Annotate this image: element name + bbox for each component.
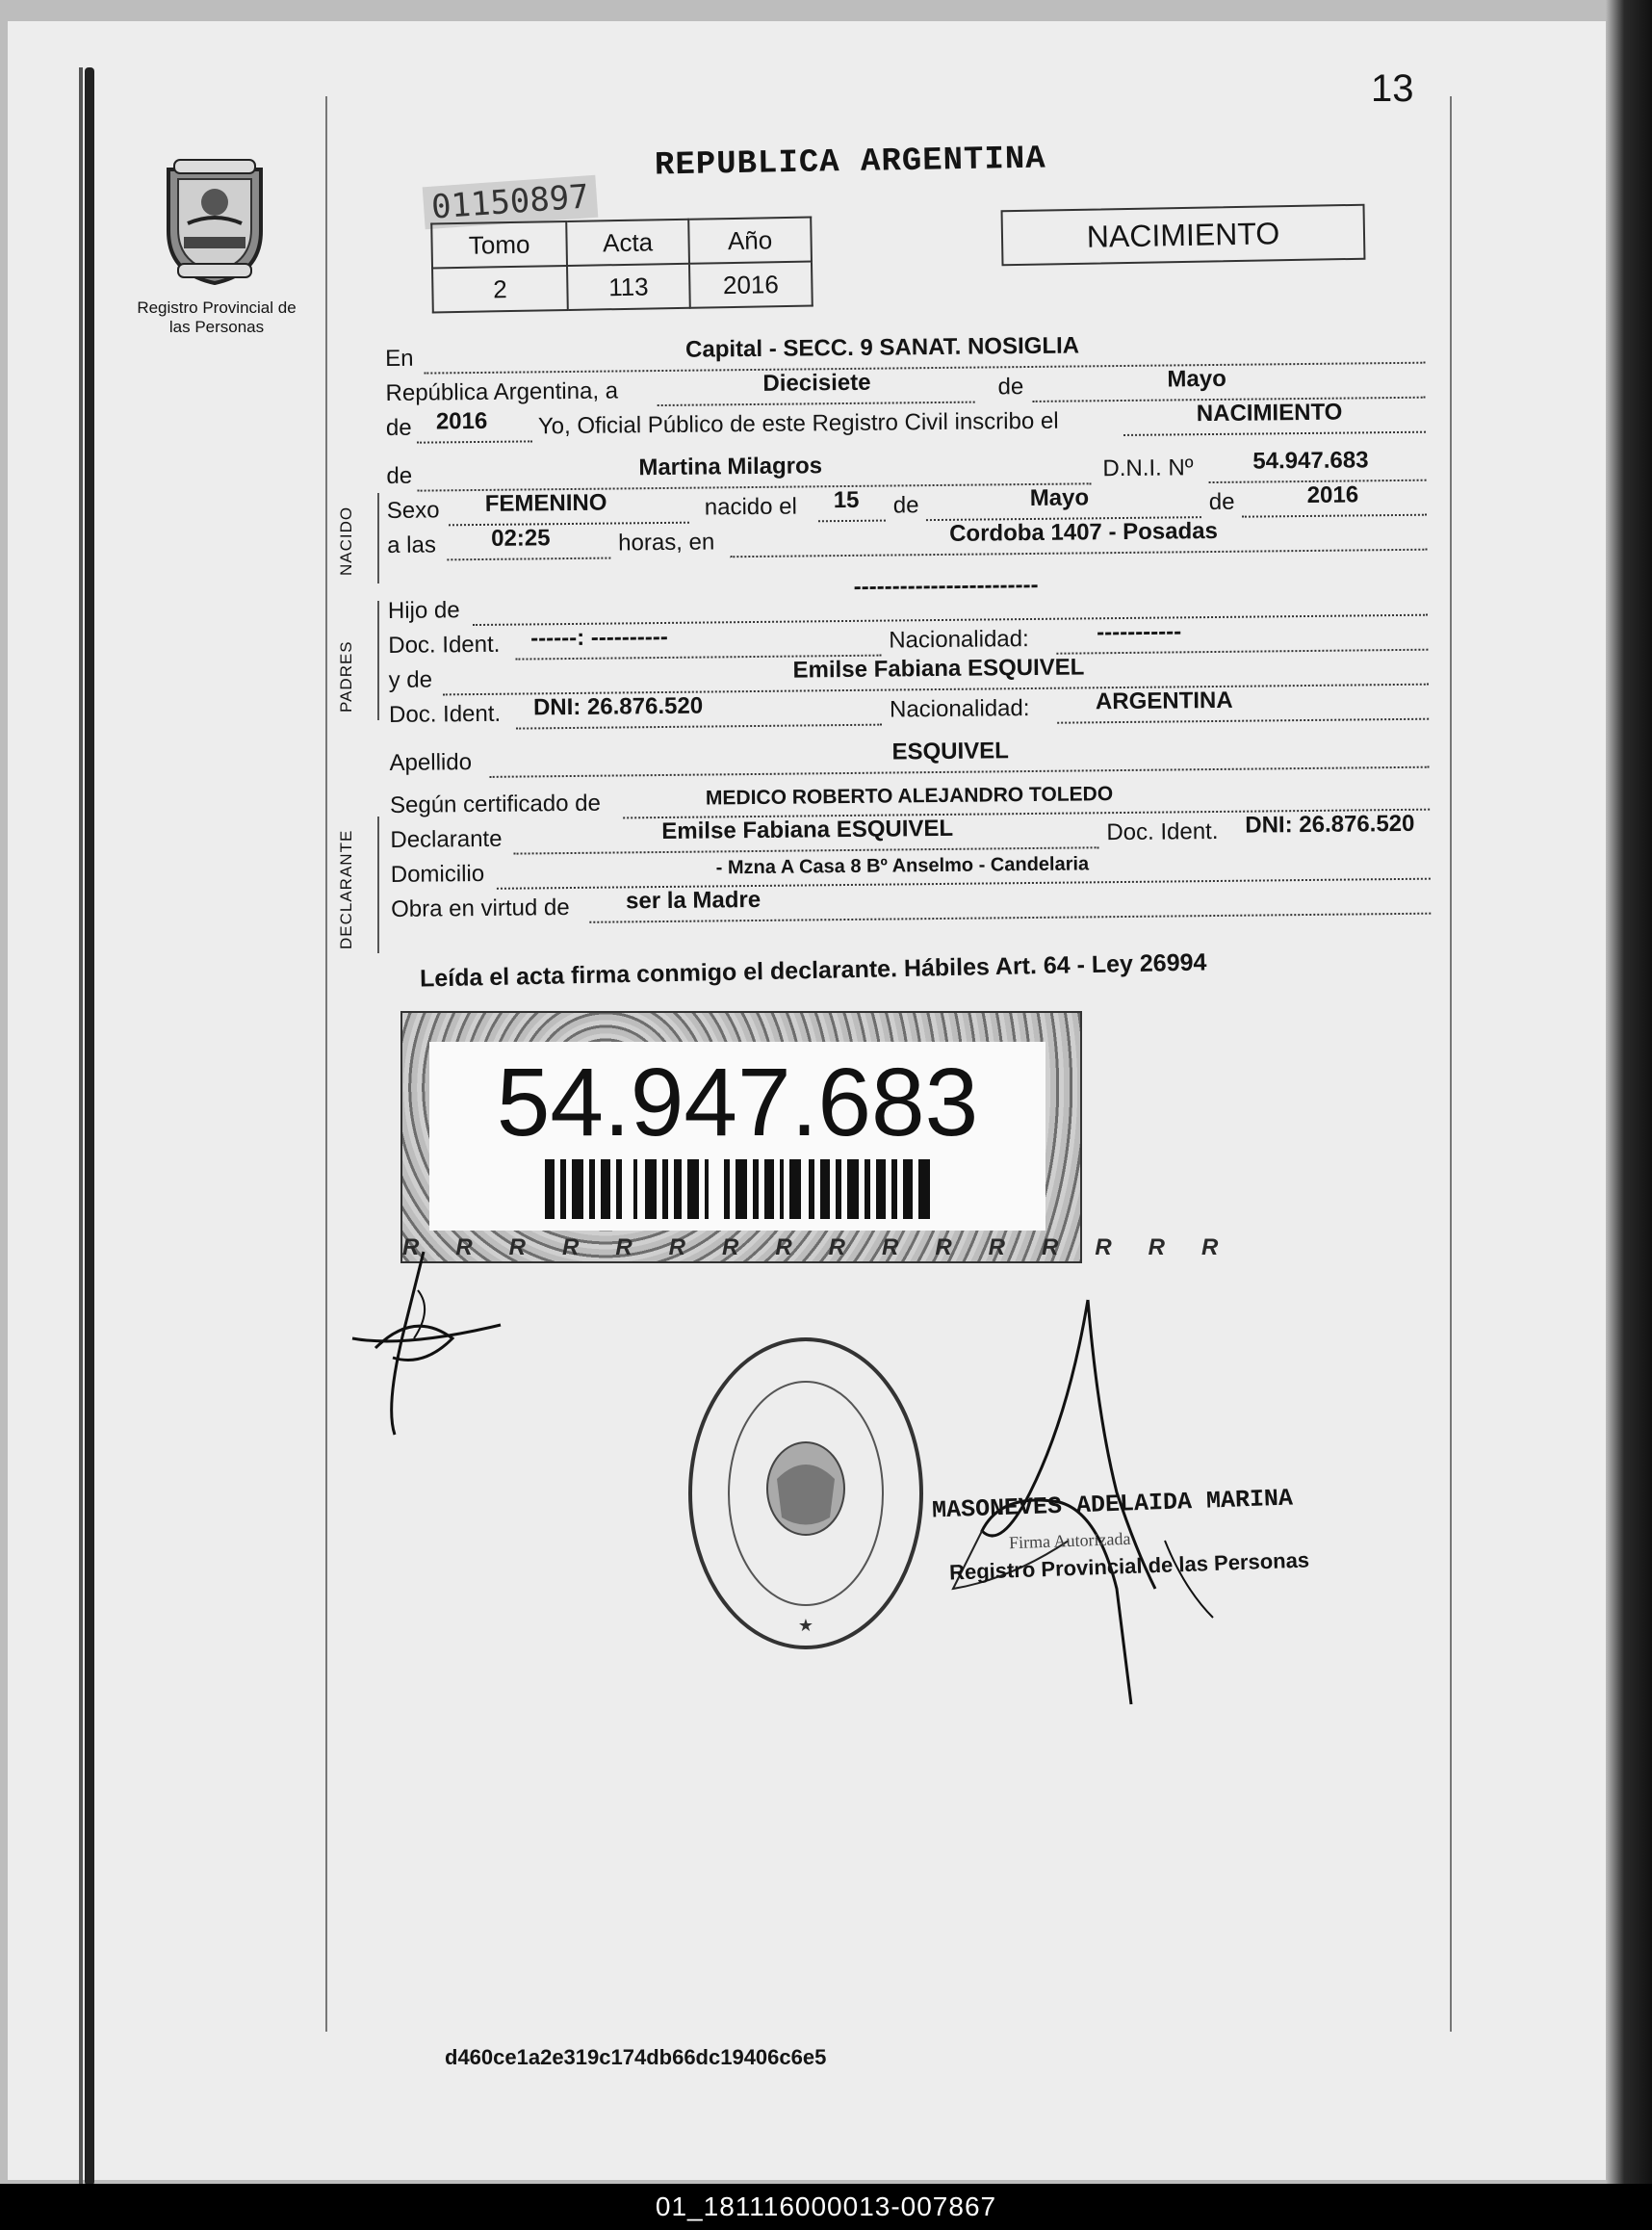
section-label-nacido: NACIDO <box>337 506 355 576</box>
footer-bar <box>0 2184 1652 2230</box>
table-header: Tomo <box>431 221 567 268</box>
label-inscribo: Yo, Oficial Público de este Registro Civil inscribo el <box>537 407 1059 440</box>
page-number: 13 <box>1371 67 1414 110</box>
label-apellido: Apellido <box>389 749 473 776</box>
official-name: MASONEVES ADELAIDA MARINA <box>931 1484 1294 1525</box>
official-registry: Registro Provincial de las Personas <box>948 1547 1310 1585</box>
closing-statement: Leída el acta firma conmigo el declarante. Hábiles Art. 64 - Ley 26994 <box>419 948 1207 993</box>
value-father-doc: ------: ---------- <box>530 623 668 652</box>
label-horas: horas, en <box>618 529 715 557</box>
dni-badge-number: 54.947.683 <box>496 1049 979 1156</box>
official-firma: Firma Autorizada <box>1008 1528 1131 1553</box>
label-doc-ident: Doc. Ident. <box>1106 817 1219 846</box>
value-birth-year: 2016 <box>1306 481 1359 508</box>
tomo-acta-table <box>430 217 813 314</box>
label-a-las: a las <box>387 532 437 558</box>
value-birth-day: 15 <box>833 486 860 514</box>
label-nacido-el: nacido el <box>704 493 798 521</box>
label-de: de <box>385 414 412 441</box>
svg-text:★: ★ <box>797 1616 814 1635</box>
barcode-icon <box>545 1159 930 1219</box>
seal-stamp-icon <box>685 1335 926 1652</box>
value-obra: ser la Madre <box>625 886 761 915</box>
value-father-nationality: ----------- <box>1097 618 1182 646</box>
value-certificado: MEDICO ROBERTO ALEJANDRO TOLEDO <box>705 783 1114 810</box>
value-declarante-doc: DNI: 26.876.520 <box>1245 810 1415 839</box>
value-record: NACIMIENTO <box>1196 399 1343 428</box>
value-domicilio: - Mzna A Casa 8 Bº Anselmo - Candelaria <box>715 853 1090 879</box>
section-label-declarante: DECLARANTE <box>337 829 355 949</box>
value-day: Diecisiete <box>762 369 871 397</box>
value-sexo: FEMENINO <box>484 489 607 517</box>
label-dni: D.N.I. Nº <box>1102 454 1194 482</box>
label-republica: República Argentina, a <box>385 377 619 406</box>
value-mother-nationality: ARGENTINA <box>1095 687 1233 715</box>
label-sexo: Sexo <box>386 497 440 524</box>
misiones-emblem-icon <box>149 156 280 287</box>
binding-string <box>85 67 94 2186</box>
table-cell: 113 <box>567 264 690 310</box>
value-time: 02:25 <box>491 525 551 552</box>
label-doc-ident: Doc. Ident. <box>388 631 501 659</box>
document-title: REPUBLICA ARGENTINA <box>654 141 1046 185</box>
footer-id: 01_181116000013-007867 <box>655 2191 997 2221</box>
value-birth-place: Cordoba 1407 - Posadas <box>948 517 1219 547</box>
label-de: de <box>892 492 919 519</box>
table-header: Año <box>688 218 812 264</box>
label-hijo: Hijo de <box>387 597 460 624</box>
value-year: 2016 <box>435 407 488 435</box>
value-apellido: ESQUIVEL <box>891 738 1009 765</box>
label-de: de <box>997 374 1024 401</box>
label-certificado: Según certificado de <box>389 790 601 818</box>
value-declarante: Emilse Fabiana ESQUIVEL <box>661 815 954 845</box>
value-mother: Emilse Fabiana ESQUIVEL <box>792 654 1085 684</box>
label-y-de: y de <box>388 666 433 693</box>
section-bracket <box>377 817 379 953</box>
value-dni: 54.947.683 <box>1252 447 1369 475</box>
section-bracket <box>377 601 379 720</box>
value-month: Mayo <box>1167 365 1226 393</box>
value-child-name: Martina Milagros <box>638 453 823 481</box>
label-doc-ident: Doc. Ident. <box>388 700 502 728</box>
dni-badge-panel <box>429 1042 1045 1231</box>
label-nacionalidad: Nacionalidad: <box>889 695 1030 723</box>
label-en: En <box>385 345 414 372</box>
separator-dashes: ------------------------ <box>853 571 1039 600</box>
table-cell: 2016 <box>689 262 813 308</box>
value-mother-doc: DNI: 26.876.520 <box>532 692 704 721</box>
document-hash: d460ce1a2e319c174db66dc19406c6e5 <box>445 2045 827 2069</box>
value-birth-month: Mayo <box>1029 484 1090 511</box>
label-domicilio: Domicilio <box>390 860 485 888</box>
section-label-padres: PADRES <box>337 640 355 713</box>
pattern-letter: RRRRRRRRRRRRRRRR <box>402 1234 1255 1260</box>
section-bracket <box>377 493 379 583</box>
serial-number: 01150897 <box>423 175 598 229</box>
label-nacionalidad: Nacionalidad: <box>889 626 1029 654</box>
label-de: de <box>386 462 413 489</box>
table-cell: 2 <box>432 266 568 312</box>
table-header: Acta <box>566 220 689 266</box>
label-de: de <box>1208 488 1235 516</box>
label-declarante: Declarante <box>390 825 503 853</box>
declarant-signature-icon <box>347 1252 520 1435</box>
value-place: Capital - SECC. 9 SANAT. NOSIGLIA <box>684 332 1080 363</box>
dni-badge <box>400 1011 1255 1263</box>
record-type-box: NACIMIENTO <box>1001 204 1366 267</box>
registry-label: Registro Provincial de las Personas <box>137 298 297 336</box>
label-obra: Obra en virtud de <box>391 895 570 922</box>
page-edge-shadow <box>1606 0 1652 2184</box>
